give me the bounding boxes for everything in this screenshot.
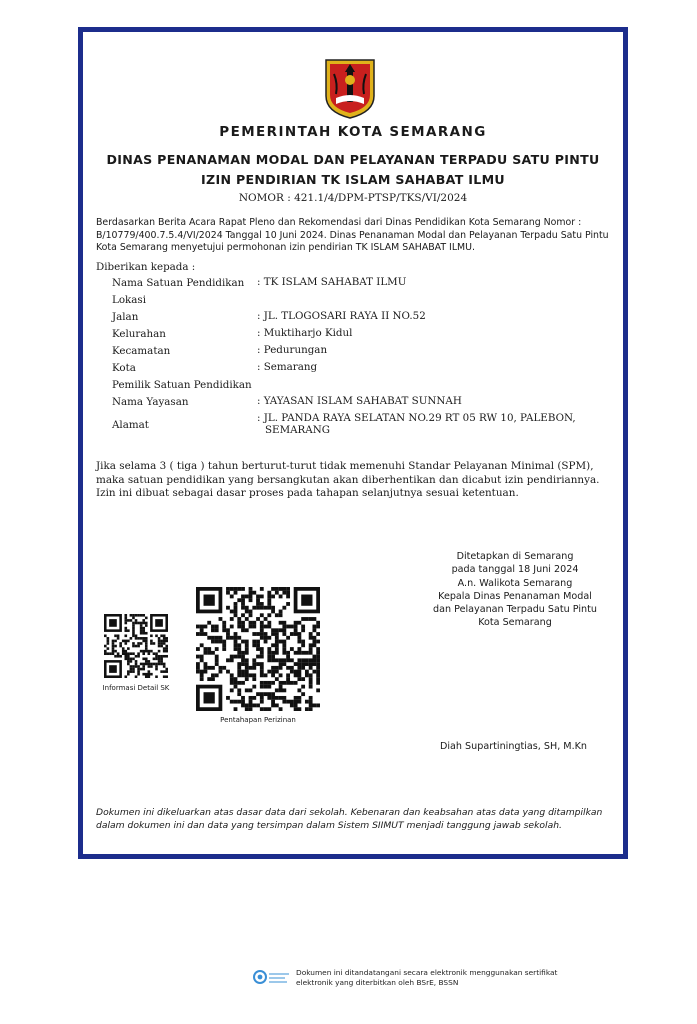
foundation-name-value: : YAYASAN ISLAM SAHABAT SUNNAH bbox=[257, 395, 462, 407]
signature-position-3: Kota Semarang bbox=[478, 617, 552, 629]
village-label: Kelurahan bbox=[112, 328, 166, 340]
signature-place: Ditetapkan di Semarang bbox=[456, 551, 574, 562]
qr-stages-caption: Pentahapan Perizinan bbox=[220, 716, 296, 724]
city-label: Kota bbox=[112, 362, 136, 374]
qr-code-permit-stages-icon[interactable] bbox=[196, 587, 320, 711]
village-value: : Muktiharjo Kidul bbox=[257, 327, 353, 339]
bsre-note bbox=[296, 968, 557, 987]
bsre-note-line2: elektronik yang diterbitkan oleh BSrE, BSSN bbox=[296, 977, 459, 987]
address-value-line1: : JL. PANDA RAYA SELATAN NO.29 RT 05 RW 10, PALEBON, bbox=[257, 412, 576, 424]
signature-position-2: dan Pelayanan Terpadu Satu Pintu bbox=[433, 604, 597, 616]
address-label: Alamat bbox=[112, 419, 149, 431]
signature-block bbox=[410, 550, 620, 630]
location-label: Lokasi bbox=[112, 294, 146, 306]
intro-paragraph: Berdasarkan Berita Acara Rapat Pleno dan Rekomendasi dari Dinas Pendidikan Kota Semarang Nomor : B/10779/400.7.5.4/VI/2024 Tanggal 10 Juni 2024. Dinas Penanaman Modal dan Pelayanan Terpadu Satu Pintu Kota Semarang menyetujui permohonan izin pendirian TK ISLAM SAHABAT ILMU. bbox=[96, 217, 609, 254]
foundation-name-label: Nama Yayasan bbox=[112, 396, 189, 408]
footer-disclaimer: Dokumen ini dikeluarkan atas dasar data dari sekolah. Kebenaran dan keabsahan atas data yang ditampilkan dalam dokumen ini dan data yang tersimpan dalam Sistem SIIMUT menjadi tanggung jawab sekolah. bbox=[96, 807, 603, 832]
government-heading: PEMERINTAH KOTA SEMARANG bbox=[219, 124, 487, 140]
agency-heading: DINAS PENANAMAN MODAL DAN PELAYANAN TERPADU SATU PINTU bbox=[106, 152, 600, 167]
bsre-logo-icon bbox=[252, 968, 292, 986]
qr-detail-caption: Informasi Detail SK bbox=[102, 684, 170, 692]
given-to-label: Diberikan kepada : bbox=[96, 261, 196, 273]
permit-title: IZIN PENDIRIAN TK ISLAM SAHABAT ILMU bbox=[201, 172, 505, 187]
permit-number: NOMOR : 421.1/4/DPM-PTSP/TKS/VI/2024 bbox=[238, 192, 468, 204]
owner-label: Pemilik Satuan Pendidikan bbox=[112, 379, 252, 391]
qr-code-detail-icon[interactable] bbox=[104, 614, 168, 678]
signature-date: pada tanggal 18 Juni 2024 bbox=[451, 564, 579, 576]
street-label: Jalan bbox=[112, 311, 139, 323]
address-value-line2: SEMARANG bbox=[265, 424, 330, 436]
signature-on-behalf: A.n. Walikota Semarang bbox=[457, 577, 573, 589]
signature-position-1: Kepala Dinas Penanaman Modal bbox=[438, 590, 592, 602]
school-name-value: : TK ISLAM SAHABAT ILMU bbox=[257, 276, 407, 288]
city-emblem-icon bbox=[324, 58, 376, 120]
district-value: : Pedurungan bbox=[257, 344, 328, 356]
school-name-label: Nama Satuan Pendidikan bbox=[112, 277, 245, 289]
bsre-note-line1: Dokumen ini ditandatangani secara elektronik menggunakan sertifikat bbox=[296, 968, 558, 977]
district-label: Kecamatan bbox=[112, 345, 171, 357]
city-value: : Semarang bbox=[257, 361, 318, 373]
signatory-name: Diah Supartiningtias, SH, M.Kn bbox=[440, 741, 587, 752]
conditions-paragraph: Jika selama 3 ( tiga ) tahun berturut-turut tidak memenuhi Standar Pelayanan Minimal (SPM), maka satuan pendidikan yang bersangkutan akan diberhentikan dan dicabut izin pendiriannya. Izin ini dibuat sebagai dasar proses pada tahapan selanjutnya sesuai ketentuan. bbox=[96, 460, 600, 500]
street-value: : JL. TLOGOSARI RAYA II NO.52 bbox=[257, 310, 426, 322]
